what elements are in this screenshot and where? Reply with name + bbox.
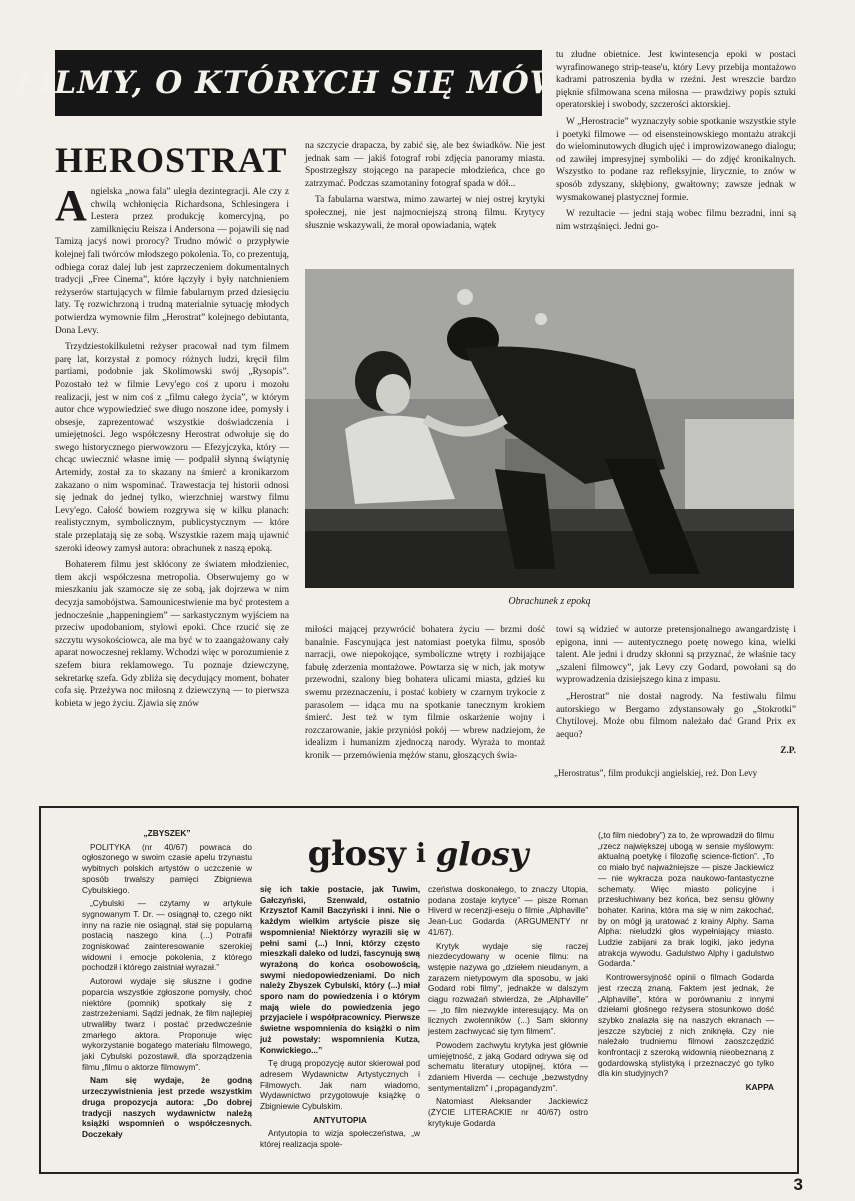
box-paragraph: Natomiast Aleksander Jackiewicz (ŻYCIE LITERACKIE nr 40/67) ostro krytykuje Godarda [428,1096,588,1128]
box-paragraph: Powodem zachwytu krytyka jest głównie umiejętność, z jaką Godard odrywa się od schematu literatury utopijnej, która — zdaniem Hiverda — cechuje „bezwstydny sentymentalizm” i „propagandyzm”. [428,1039,588,1093]
paragraph: miłości mającej przywrócić bohatera życiu — brzmi dość banalnie. Fascynująca jest natomiast poetyka filmu, sposób narracji, owe niepokojące, symboliczne wtręty i rozbijające fabułę zderzenia montażowe. Powtarza się w nich, jak motyw przewodni, szalony bieg bohatera ulicami miasta, gdzieś ku swemu przeznaczeniu, i postać kobiety w czarnym trykocie z parasolem — idąca mu na spotkanie tanecznym krokiem śmierć. Jest też w tym filmie oskarżenie wojny i rozczarowanie, jakie przyniósł pokój — wbrew nadziejom, że idealizm i humanizm zjednoczą narody. Wyraża to montaż kronik — przemówienia mężów stanu, głoszących świa- [305,625,545,761]
box-paragraph: Antyutopia to wizja społeczeństwa, „w której realizacja spole- [260,1128,420,1150]
box-column-1 [82,828,252,1168]
section-banner: FILMY, O KTÓRYCH SIĘ MÓWI [55,50,542,116]
article-column-right [556,49,796,261]
paragraph: towi są widzieć w autorze pretensjonalnego awangardzistę i epigona, inni — autentycznego poetę nowego kina, wielki talent. Ale jedni i drudzy skłonni są przyznać, że właśnie tacy „szaleni filmowcy”, jak Levy czy Godard, powołani są do wyprowadzenia dzisiejszego kina z impasu. [556,625,796,686]
paragraph: Bohaterem filmu jest skłócony ze światem młodzieniec, tłem akcji współczesna metropolia. Obserwujemy go w mieszkaniu jak szamocze się ze sobą, jak dojrzewa w nim decyzja samobójstwa. Samounicestwienie ma być protestem a jednocześnie „happeningiem” — sarkastycznym wyjściem na przeciw upodobaniom, stylowi epoki. Chce rzucić się ze szczytu wysokościowca, ale ma być w to zaangażowany cały aparat nowoczesnej reklamy. Wchodzi więc w porozumienie z szefem biura reklamowego. Tu poznaje dziewczynę, sekretarkę szefa. Gdy zbliża się decydujący moment, bohater cofa się. Przeżywa noc miłosną z dziewczyną — to pierwsza kobieta w jego życiu. Zjawia się znów [55,560,290,709]
paragraph: ngielska „nowa fala” uległa dezintegracji. Ale czy z chwilą wchłonięcia Richardsona, Schlesingera i Lestera przez produkcję komercyjną, po zamilknięciu Reisza i Andersona — pojawili się nad Tamizą jacyś nowi prorocy? Trudno mówić o przypływie kolejnej fali twórców młodszego pokolenia. To, co prezentują, odbiega coraz dalej lub jest zaprzeczeniem dokumentalnych tradycji „Free Cinema”, które łączyły i były natchnieniem reżyserów startujących w filmie fabularnym przed dziesięciu laty. Tę rozwichrzoną i trudną materialnie sytuację młodych potwierdza wymownie film „Herostrat” kolejnego debiutanta, Dona Levy. [55,187,289,336]
glosy-heading-mid: i [416,839,426,869]
article-column-middle [305,140,545,260]
article-title: HEROSTRAT [55,140,288,180]
box-column-4 [598,830,774,1168]
box-paragraph: Tę drugą propozycję autor skierował pod adresem Wydawnictw Artystycznych i Filmowych. Jak nam wiadomo, Wydawnictwo przygotowuje książkę o Zbigniewie Cybulskim. [260,1058,420,1112]
paragraph: W rezultacie — jedni stają wobec filmu bezradni, inni są nim wstrząśnięci. Jedni go- [556,209,796,232]
paragraph: tu złudne obietnice. Jest kwintesencja epoki w postaci wyrafinowanego strip-tease'u, który Levy przebija montażowo kadrami patroszenia bydła w rzeźni. Jest wreszcie bardzo pięknie sfilmowana scena miłosna — prawdziwy popis sztuki operatorskiej i swobody, szczerości aktorskiej. [556,50,796,111]
box-paragraph: Krytyk wydaje się raczej niezdecydowany w ocenie filmu: na wstępie nazywa go „dziełem nieudanym, a zarazem nietypowym dla sposobu, w jaki Godard robi filmy”, jednakże w dalszym ciągu rozważań stwierdza, że „Alphaville” — „to film niezwykle interesujący. Ma on licznych zwolenników (...) Sam skłonny jestem zachwycać się tym filmem”. [428,940,588,1037]
box-paragraph: się ich takie postacie, jak Tuwim, Gałczyński, Szenwald, ostatnio Krzysztof Kamil Baczyński i inni. Nie o każdym wielkim artyście pisze się wspomnienia! Niektórzy wyrazili się w pełni sami (...) Inni, którzy często mieszkali daleko od ludzi, fascynują swą wyrażoną do końca osobowością, swymi niedopowiedzeniami. Do nich należy Zbyszek Cybulski, który (...) miał sporo nam do powiedzenia i o którym mają wiele do powiedzenia jego przyjaciele i współpracownicy. Pierwsze świetne wspomnienia do książki o nim już powstały: wspomnienia Kutza, Konwickiego...” [260,884,421,1055]
box-author: KAPPA [745,1082,774,1093]
box-paragraph: Autorowi wydaje się słuszne i godne poparcia wszystkie zgłoszone pomysły, choć niektóre (pomnik) spotkały się z zastrzeżeniami. Sądzi jednak, że film najlepiej utrwaliłby twarz i postać przedwcześnie zmarłego aktora. Proponuje więc wykorzystanie bogatego materiału filmowego, jaki Cybulski pozostawił, dla sporządzenia filmu „filmu o aktorze filmowym”. [82,976,252,1072]
glosy-heading-a: głosy [307,834,407,874]
article-author: Z.P. [780,746,796,757]
box-paragraph: „Cybulski — czytamy w artykule sygnowanym T. Dr. — osiągnął to, czego nikt inny na razie nie osiągnął, stał się popularną postacią naszego kina (...) Potrafił zogniskować zainteresowanie szerokiej widowni i emocje pokolenia, z którego pochodził i którego zaistniał wyrazał.” [82,898,252,973]
box-column-2 [260,884,420,1168]
paragraph: Trzydziestokilkuletni reżyser pracował nad tym filmem parę lat, korzystał z pomocy różnych ludzi, kręcił film partiami, podobnie jak Skolimowski swój „Rysopis”. Pozostało też w filmie Levy'ego coś z uporu i mozołu realizacji, jest w nim coś z „filmu całego życia”, w którym autor chce wypowiedzieć swe długo noszone idee, pomysły i obsesje, zaprezentować wszystkie doświadczenia i umiejętności. Jego współczesny Herostrat odwołuje się do swego historycznego pierwowzoru — Efezyjczyka, który — chcąc uwiecznić własne imię — podpalił słynną świątynię Artemidy, został za to skazany na śmierć a kronikarzom zakazano o nim wspominać. Trawestacja tej historii odnosi się jednak do jednej tylko, wierzchniej warstwy filmu Levy'ego. Całość bowiem rozgrywa się w kilku planach: realistycznym, symbolicznym, publicystycznym — które stale przeplatają się ze sobą. Wszystkie razem mają ujawnić szeroki ideowy zamysł autora: obrachunek z naszą epoką. [55,342,289,554]
film-credit: „Herostratus”, film produkcji angielskiej, reż. Don Levy [554,768,758,778]
paragraph: „Herostrat” nie dostał nagrody. Na festiwalu filmu autorskiego w Bergamo zdystansowały go „Stokrotki” Chytilovej. Może obu filmom należało dać Grand Prix ex aequo? [556,691,796,740]
article-column-left [55,181,290,796]
photo-caption: Obrachunek z epoką [508,596,591,607]
box-paragraph: POLITYKA (nr 40/67) powraca do ogłoszonego w swoim czasie apelu trzynastu wybitnych polskich artystów o uczczenie w sposób trwalszy pamięci Zbigniewa Cybulskiego. [82,841,252,895]
paragraph: W „Herostracie” wyznaczyły sobie spotkanie wszystkie style i poetyki filmowe — od eisensteinowskiego montażu atrakcji do wielominutowych długich ujęć i improwizowanego dialogu; od zawiłej impresyjnej symboliki — do zdjęć kronikalnych. Wszystko to podane raz refleksyjnie, lirycznie, to znów w sposób zdyszany, skłębiony, gwałtowny; zawsze jednak w wysmakowanej plastycznej formie. [556,116,796,203]
box-paragraph: czeństwa doskonałego, to znaczy Utopia, podana zostaje krytyce” — pisze Roman Hiverd w recenzji-eseju o filmie „Alphaville” Jean-Luc Godarda (ARGUMENTY nr 41/67). [428,884,588,937]
box-paragraph: Nam się wydaje, że godną urzeczywistnienia jest przede wszystkim druga propozycja autora: „Do dobrej tradycji naszych wydawnictw należą książki wspomnień o współczesnych. Doczekały [82,1075,252,1139]
paragraph: na szczycie drapacza, by zabić się, ale bez świadków. Nie jest jednak sam — jakiś fotograf robi zdjęcia panoramy miasta. Spostrzegłszy stojącego na parapecie młodzieńca, chce go zatrzymać. Podczas szamotaniny fotograf spada w dół... [305,141,545,189]
page-number: 3 [793,1175,803,1194]
box-paragraph: („to film niedobry”) za to, że wprowadził do filmu „rzecz największej ubogą w sensie myślowym: aktualną poetykę i filozofię science-fiction”. „To co miało być najważniejsze — pisze Jackiewicz — nie wykracza poza naukowo-fantastyczne schematy. Więc miasto policyjne i przesłuchiwany bez końca, bez sensu główny bohater. Karina, która ma się w nim zakochać, by on mógł ją uratować z krainy Alphy. Sama Alpha: nieludzki głos wypełniający miasto. Ludzie zabijani za brak logiki, jako jedyna atrakcja wywodu. Gadulstwo Alphy i gadulstwo Godarda.” [598,830,774,969]
article-column-bottom-right [556,624,796,757]
article-column-bottom-middle [305,624,545,794]
box-subheading: ANTYUTOPIA [313,1114,367,1125]
box-paragraph: Kontrowersyjność opinii o filmach Godarda jest rzeczą znaną. Faktem jest jednak, że „Alphaville”, która w porównaniu z innymi dziełami głośnego reżysera stosunkowo dość szybko znalazła się na naszych ekranach — jeszcze szybciej z nich zniknęła. Czy nie należało trudniemu filmowi zaoszczędzić konfrontacji z szeroką widownią nieobeznaną z godardowską stylistyką i przeznaczyć go tylko dla kin studyjnych? [598,972,774,1079]
film-still-photo [305,269,794,588]
box-column-3 [428,884,588,1168]
glosy-heading [276,830,560,878]
glosy-heading-b: glosy [435,835,529,873]
box-subheading: „ZBYSZEK” [143,828,191,838]
paragraph: Ta fabularna warstwa, mimo zawartej w niej ostrej krytyki społecznej, nie jest najmocniejszą stroną filmu. Krytycy słusznie wskazywali, że morał opowiadania, wątek [305,195,545,231]
photo-illustration [305,269,794,588]
drop-cap: A [55,181,87,230]
